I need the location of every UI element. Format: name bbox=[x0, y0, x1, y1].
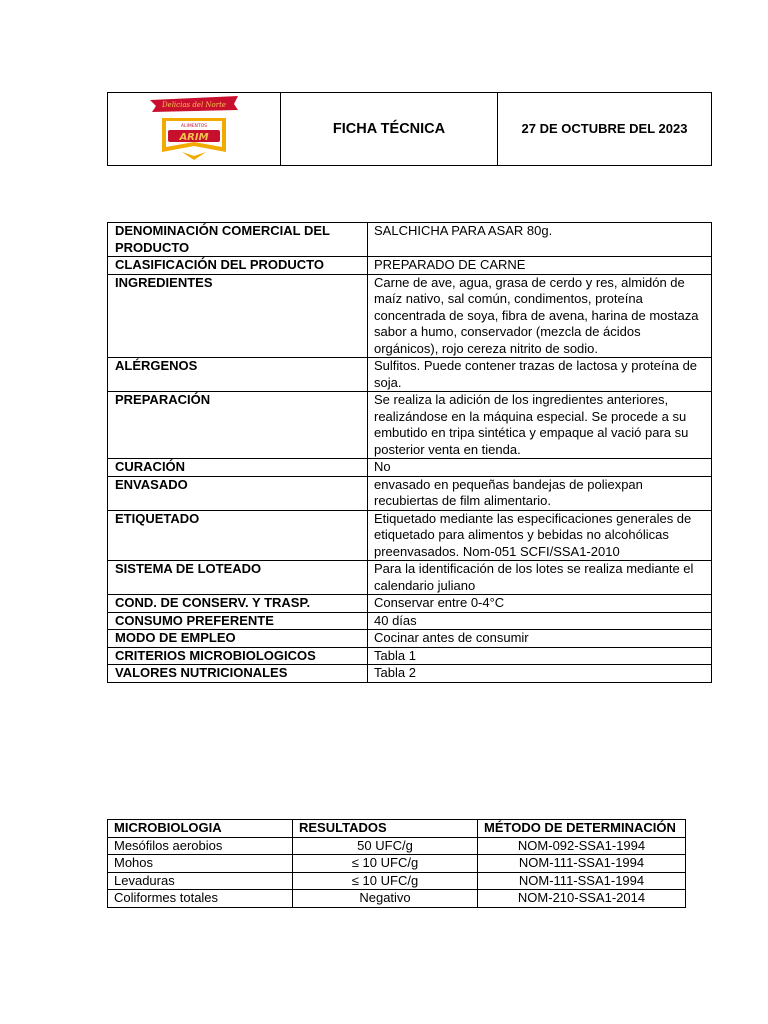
spec-value: No bbox=[368, 459, 712, 477]
header-table bbox=[107, 92, 712, 166]
micro-header-row bbox=[108, 820, 686, 838]
micro-method: NOM-210-SSA1-2014 bbox=[478, 890, 686, 908]
spec-label: SISTEMA DE LOTEADO bbox=[108, 561, 368, 595]
micro-column-header: MÉTODO DE DETERMINACIÓN bbox=[478, 820, 686, 838]
micro-result: ≤ 10 UFC/g bbox=[293, 872, 478, 890]
spec-table bbox=[107, 222, 712, 683]
spec-label: VALORES NUTRICIONALES bbox=[108, 665, 368, 683]
spec-label: CURACIÓN bbox=[108, 459, 368, 477]
spec-value: Se realiza la adición de los ingredientes anteriores, realizándose en la máquina especial. Se procede a su embutido en tripa sintética y empaque al vació para su posterior venta en tienda. bbox=[368, 392, 712, 459]
spec-label: INGREDIENTES bbox=[108, 274, 368, 358]
spec-row bbox=[108, 510, 712, 561]
micro-method: NOM-111-SSA1-1994 bbox=[478, 855, 686, 873]
micro-row bbox=[108, 855, 686, 873]
microbiology-table bbox=[107, 819, 686, 908]
micro-organism: Coliformes totales bbox=[108, 890, 293, 908]
micro-method: NOM-111-SSA1-1994 bbox=[478, 872, 686, 890]
spec-label: ALÉRGENOS bbox=[108, 358, 368, 392]
micro-row bbox=[108, 837, 686, 855]
spec-row bbox=[108, 630, 712, 648]
micro-result: Negativo bbox=[293, 890, 478, 908]
logo-small-text: ALIMENTOS bbox=[180, 124, 208, 129]
spec-label: PREPARACIÓN bbox=[108, 392, 368, 459]
spec-row bbox=[108, 274, 712, 358]
spec-row bbox=[108, 257, 712, 275]
spec-value: Conservar entre 0-4°C bbox=[368, 595, 712, 613]
spec-value: Carne de ave, agua, grasa de cerdo y res, almidón de maíz nativo, sal común, condimentos, proteína concentrada de soya, fibra de avena, harina de mostaza sabor a humo, conservador (mezcla de ácidos orgánicos), rojo cereza nitrito de sodio. bbox=[368, 274, 712, 358]
micro-row bbox=[108, 890, 686, 908]
micro-row bbox=[108, 872, 686, 890]
spec-row bbox=[108, 223, 712, 257]
spec-label: ETIQUETADO bbox=[108, 510, 368, 561]
micro-organism: Mohos bbox=[108, 855, 293, 873]
spec-label: CLASIFICACIÓN DEL PRODUCTO bbox=[108, 257, 368, 275]
brand-logo-icon bbox=[108, 94, 280, 164]
micro-column-header: MICROBIOLOGIA bbox=[108, 820, 293, 838]
micro-result: 50 UFC/g bbox=[293, 837, 478, 855]
micro-method: NOM-092-SSA1-1994 bbox=[478, 837, 686, 855]
spec-row bbox=[108, 595, 712, 613]
spec-value: Cocinar antes de consumir bbox=[368, 630, 712, 648]
spec-value: Tabla 2 bbox=[368, 665, 712, 683]
spec-row bbox=[108, 392, 712, 459]
spec-value: Para la identificación de los lotes se realiza mediante el calendario juliano bbox=[368, 561, 712, 595]
spec-row bbox=[108, 612, 712, 630]
spec-value: Etiquetado mediante las especificaciones generales de etiquetado para alimentos y bebidas no alcohólicas preenvasados. Nom-051 SCFI/SSA1-2010 bbox=[368, 510, 712, 561]
spec-value: envasado en pequeñas bandejas de poliexpan recubiertas de film alimentario. bbox=[368, 476, 712, 510]
micro-organism: Levaduras bbox=[108, 872, 293, 890]
spec-label: CRITERIOS MICROBIOLOGICOS bbox=[108, 647, 368, 665]
spec-label: CONSUMO PREFERENTE bbox=[108, 612, 368, 630]
logo-cell bbox=[108, 93, 281, 166]
spec-row bbox=[108, 358, 712, 392]
spec-row bbox=[108, 476, 712, 510]
spec-value: PREPARADO DE CARNE bbox=[368, 257, 712, 275]
micro-organism: Mesófilos aerobios bbox=[108, 837, 293, 855]
logo-brand-text: ARIM bbox=[179, 132, 209, 143]
spec-label: MODO DE EMPLEO bbox=[108, 630, 368, 648]
spec-row bbox=[108, 665, 712, 683]
spec-label: COND. DE CONSERV. Y TRASP. bbox=[108, 595, 368, 613]
spec-row bbox=[108, 647, 712, 665]
document-title: FICHA TÉCNICA bbox=[281, 93, 498, 166]
spec-value: Sulfitos. Puede contener trazas de lactosa y proteína de soja. bbox=[368, 358, 712, 392]
spec-value: 40 días bbox=[368, 612, 712, 630]
document-date: 27 DE OCTUBRE DEL 2023 bbox=[498, 93, 712, 166]
micro-column-header: RESULTADOS bbox=[293, 820, 478, 838]
logo-ribbon-text: Delicias del Norte bbox=[161, 101, 227, 109]
spec-label: ENVASADO bbox=[108, 476, 368, 510]
spec-value: SALCHICHA PARA ASAR 80g. bbox=[368, 223, 712, 257]
spec-row bbox=[108, 459, 712, 477]
spec-label: DENOMINACIÓN COMERCIAL DEL PRODUCTO bbox=[108, 223, 368, 257]
spec-row bbox=[108, 561, 712, 595]
micro-result: ≤ 10 UFC/g bbox=[293, 855, 478, 873]
spec-value: Tabla 1 bbox=[368, 647, 712, 665]
